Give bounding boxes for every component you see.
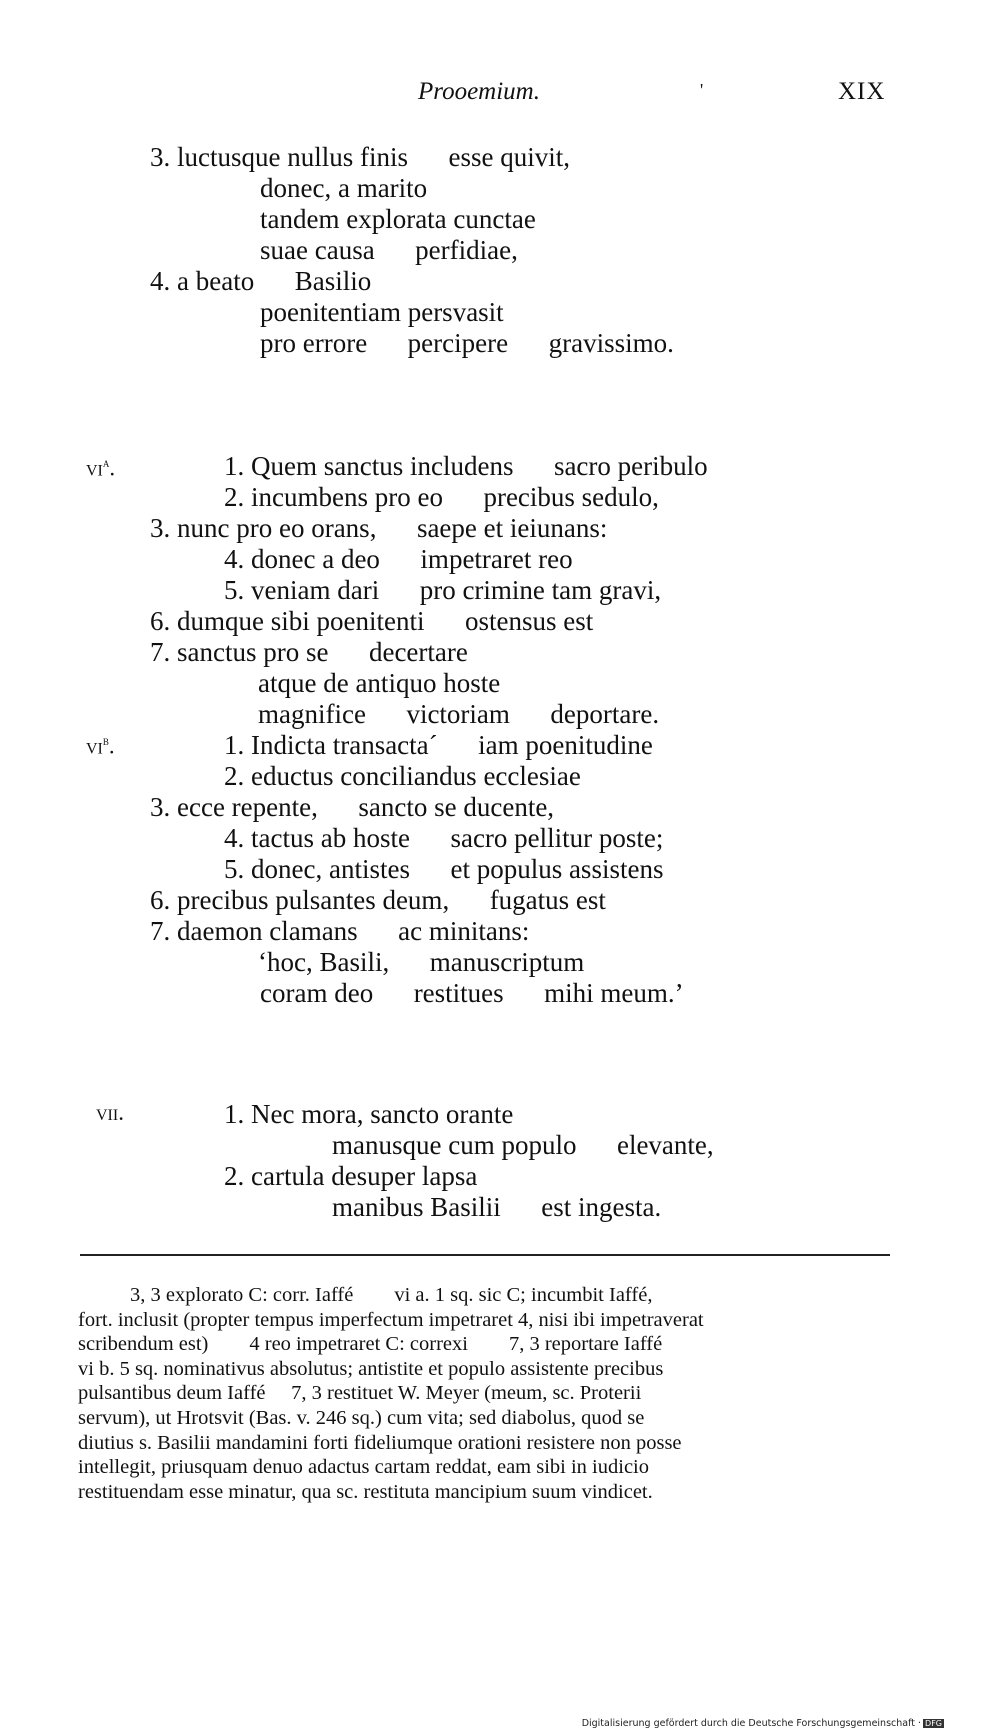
- section-label-vib: $vi^b$.: [86, 733, 115, 759]
- footnote-line: servum), ut Hrotsvit (Bas. v. 246 sq.) cum vita; sed diabolus, quod se: [78, 1406, 645, 1429]
- footnote-line: pulsantibus deum Iaffé 7, 3 restituet W. Meyer (meum, sc. Proterii: [78, 1382, 642, 1405]
- verse-line: pro errore percipere gravissimo.: [260, 328, 674, 358]
- verse-line: 6. dumque sibi poenitenti ostensus est: [150, 606, 594, 636]
- footnote-line: fort. inclusit (propter tempus imperfectum impetraret 4, nisi ibi impetraverat: [78, 1308, 704, 1331]
- footnote-divider: [80, 1254, 890, 1256]
- verse-line: 1. Indicta transacta´ iam poenitudine: [224, 730, 653, 760]
- verse-line: 3. ecce repente, sancto se ducente,: [150, 792, 555, 822]
- verse-line: 3. nunc pro eo orans, saepe et ieiunans:: [150, 513, 608, 543]
- verse-line: poenitentiam persvasit: [260, 297, 504, 327]
- verse-line: manibus Basilii est ingesta.: [332, 1192, 662, 1222]
- verse-line: magnifice victoriam deportare.: [258, 699, 660, 729]
- verse-line: 7. sanctus pro se decertare: [150, 637, 468, 667]
- verse-line: 1. Nec mora, sancto orante: [224, 1099, 514, 1129]
- verse-line: 6. precibus pulsantes deum, fugatus est: [150, 885, 606, 915]
- verse-line: 4. tactus ab hoste sacro pellitur poste;: [224, 823, 664, 853]
- verse-line: 4. a beato Basilio: [150, 266, 372, 296]
- verse-line: 5. veniam dari pro crimine tam gravi,: [224, 575, 662, 605]
- verse-line: donec, a marito: [260, 173, 428, 203]
- verse-line: 5. donec, antistes et populus assistens: [224, 854, 664, 884]
- section-label-vii: vii.: [96, 1100, 124, 1125]
- verse-line: ‘hoc, Basili, manuscriptum: [258, 947, 585, 977]
- verse-line: 2. cartula desuper lapsa: [224, 1161, 478, 1191]
- page-number: XIX: [838, 78, 886, 105]
- verse-line: 1. Quem sanctus includens sacro peribulo: [224, 451, 708, 481]
- verse-line: 4. donec a deo impetraret reo: [224, 544, 573, 574]
- verse-line: 2. eductus conciliandus ecclesiae: [224, 761, 581, 791]
- header-mark: ': [700, 80, 704, 100]
- running-title: Prooemium.: [418, 78, 540, 105]
- verse-line: atque de antiquo hoste: [258, 668, 501, 698]
- footnote-line: scribendum est) 4 reo impetraret C: correxi 7, 3 reportare Iaffé: [78, 1333, 663, 1356]
- verse-line: 7. daemon clamans ac minitans:: [150, 916, 530, 946]
- verse-line: suae causa perfidiae,: [260, 235, 518, 265]
- verse-line: tandem explorata cunctae: [260, 204, 536, 234]
- footnote-line: vi b. 5 sq. nominativus absolutus; antistite et populo assistente precibus: [78, 1357, 664, 1380]
- section-label-via: $vi^a$.: [86, 455, 116, 481]
- verse-line: 2. incumbens pro eo precibus sedulo,: [224, 482, 659, 512]
- verse-line: manusque cum populo elevante,: [332, 1130, 714, 1160]
- dfg-logo: DFG: [925, 1719, 942, 1728]
- digitization-credit: Digitalisierung gefördert durch die Deutsche Forschungsgemeinschaft · DFG: [581, 1718, 942, 1729]
- footnote-line: diutius s. Basilii mandamini forti fideliumque orationi resistere non posse: [78, 1431, 682, 1454]
- footnote-line: 3, 3 explorato C: corr. Iaffé vi a. 1 sq. sic C; incumbit Iaffé,: [130, 1284, 653, 1306]
- verse-line: coram deo restitues mihi meum.’: [260, 978, 684, 1008]
- footnotes: [78, 1283, 893, 1504]
- footnote-line: restituendam esse minatur, qua sc. restituta mancipium suum vindicet.: [78, 1480, 653, 1503]
- verse-line: 3. luctusque nullus finis esse quivit,: [150, 142, 570, 172]
- footnote-line: intellegit, priusquam denuo adactus cartam reddat, eam sibi in iudicio: [78, 1456, 649, 1479]
